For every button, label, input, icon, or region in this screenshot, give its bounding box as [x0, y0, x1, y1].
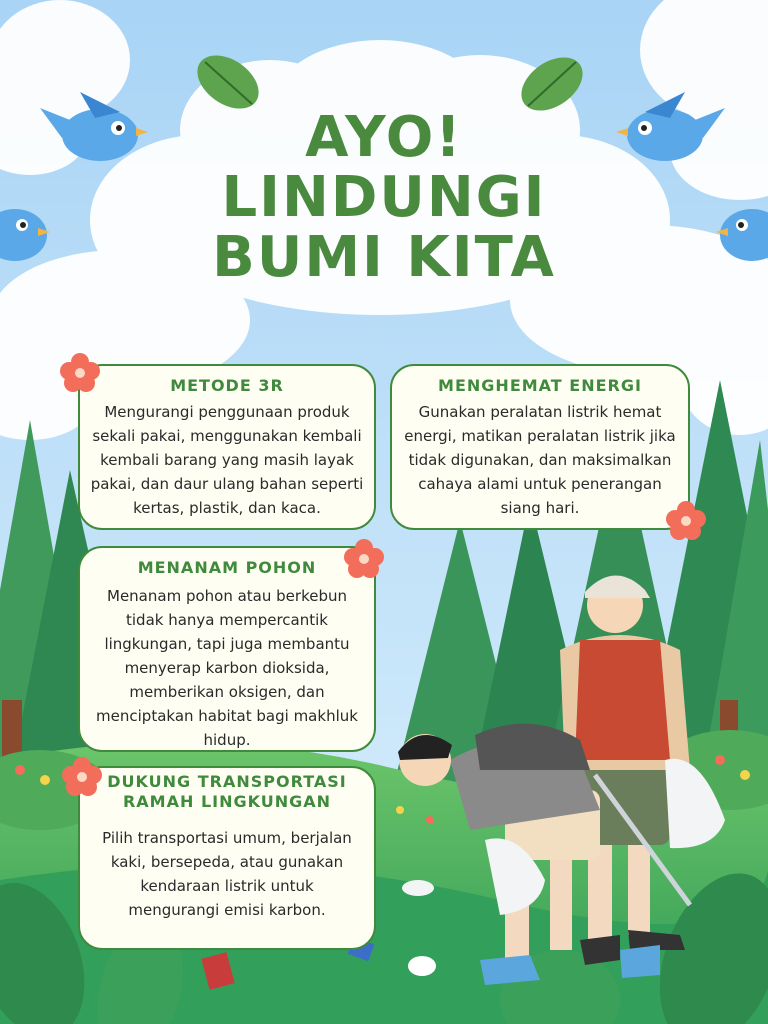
card-dukung-transportasi: [78, 766, 376, 950]
card-body: Menanam pohon atau berkebun tidak hanya mempercantik lingkungan, tapi juga membantu menyerap karbon dioksida, memberikan oksigen, dan menciptakan habitat bagi makhluk hidup.: [96, 587, 358, 749]
poster-title: [0, 105, 768, 290]
flower-icon: [60, 756, 104, 796]
title-line-2: LINDUNGI: [221, 165, 547, 230]
card-heading: MENANAM POHON: [137, 558, 317, 577]
title-line-1: AYO!: [305, 105, 463, 170]
card-heading: DUKUNG TRANSPORTASI RAMAH LINGKUNGAN: [107, 772, 347, 811]
card-body: Mengurangi penggunaan produk sekali pakai, menggunakan kembali kembali barang yang masih layak pakai, dan daur ulang bahan seperti kertas, plastik, dan kaca.: [90, 403, 364, 517]
card-metode-3r: [78, 364, 376, 530]
card-menanam-pohon: [78, 546, 376, 752]
flower-icon: [342, 538, 386, 578]
card-heading: MENGHEMAT ENERGI: [438, 376, 642, 395]
flower-icon: [58, 352, 102, 392]
card-body: Pilih transportasi umum, berjalan kaki, bersepeda, atau gunakan kendaraan listrik untuk mengurangi emisi karbon.: [102, 829, 352, 919]
card-heading: METODE 3R: [170, 376, 284, 395]
flower-icon: [664, 500, 708, 540]
card-body: Gunakan peralatan listrik hemat energi, matikan peralatan listrik jika tidak digunakan, dan maksimalkan cahaya alami untuk penerangan siang hari.: [404, 403, 676, 517]
card-menghemat-energi: [390, 364, 690, 530]
title-line-3: BUMI KITA: [212, 225, 556, 290]
